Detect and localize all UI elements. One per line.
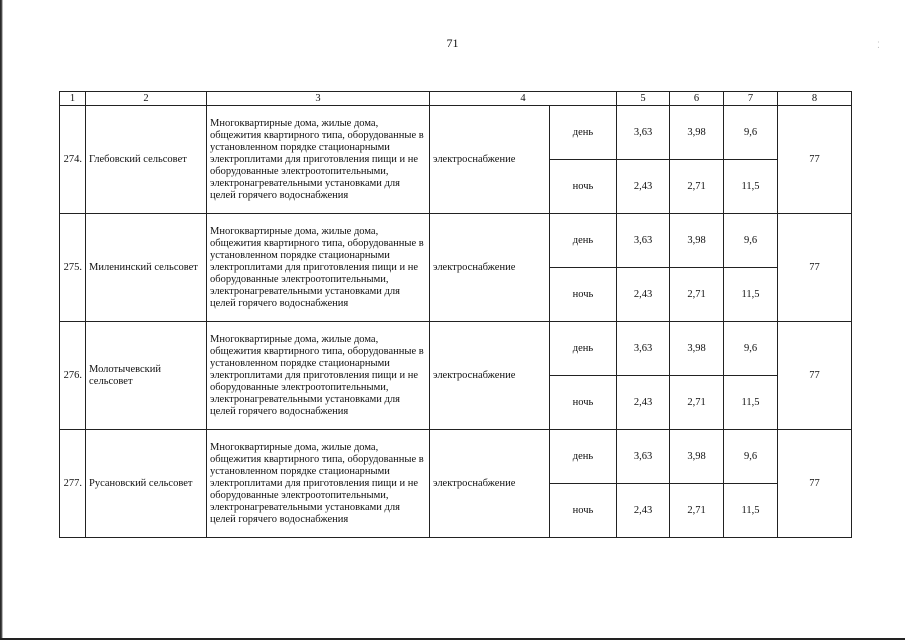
value-col7-day: 9,6	[724, 430, 778, 484]
value-col5-day: 3,63	[617, 430, 670, 484]
period-night: ночь	[550, 376, 617, 430]
value-col5-day: 3,63	[617, 106, 670, 160]
service-type: электроснабжение	[430, 322, 550, 430]
settlement-name: Глебовский сельсовет	[86, 106, 207, 214]
value-col8: 77	[778, 214, 852, 322]
header-cell-1: 1	[60, 92, 86, 106]
value-col5-night: 2,43	[617, 484, 670, 538]
value-col5-night: 2,43	[617, 160, 670, 214]
value-col7-night: 11,5	[724, 376, 778, 430]
value-col8: 77	[778, 106, 852, 214]
value-col8: 77	[778, 322, 852, 430]
value-col5-night: 2,43	[617, 376, 670, 430]
table-header-row	[60, 92, 852, 106]
housing-description: Многоквартирные дома, жилые дома, общежития квартирного типа, оборудованные в установленном порядке стационарными электроплитами для приготовления пищи и не оборудованные электроотопительными, электронагревательными установками для целей горячего водоснабжения	[207, 106, 430, 214]
scan-edge-left	[0, 0, 3, 640]
tariff-table	[59, 91, 852, 538]
service-type: электроснабжение	[430, 214, 550, 322]
row-number: 275.	[60, 214, 86, 322]
row-number: 277.	[60, 430, 86, 538]
value-col7-day: 9,6	[724, 322, 778, 376]
header-cell-8: 8	[778, 92, 852, 106]
value-col6-day: 3,98	[670, 322, 724, 376]
value-col6-day: 3,98	[670, 430, 724, 484]
value-col6-night: 2,71	[670, 484, 724, 538]
value-col6-day: 3,98	[670, 106, 724, 160]
value-col6-night: 2,71	[670, 268, 724, 322]
row-number: 276.	[60, 322, 86, 430]
period-day: день	[550, 106, 617, 160]
period-night: ночь	[550, 268, 617, 322]
period-night: ночь	[550, 160, 617, 214]
period-night: ночь	[550, 484, 617, 538]
housing-description: Многоквартирные дома, жилые дома, общежития квартирного типа, оборудованные в установленном порядке стационарными электроплитами для приготовления пищи и не оборудованные электроотопительными, электронагревательными установками для целей горячего водоснабжения	[207, 322, 430, 430]
value-col8: 77	[778, 430, 852, 538]
header-cell-7: 7	[724, 92, 778, 106]
housing-description: Многоквартирные дома, жилые дома, общежития квартирного типа, оборудованные в установленном порядке стационарными электроплитами для приготовления пищи и не оборудованные электроотопительными, электронагревательными установками для целей горячего водоснабжения	[207, 430, 430, 538]
row-number: 274.	[60, 106, 86, 214]
value-col7-night: 11,5	[724, 268, 778, 322]
settlement-name: Русановский сельсовет	[86, 430, 207, 538]
period-day: день	[550, 322, 617, 376]
settlement-name: Миленинский сельсовет	[86, 214, 207, 322]
header-cell-6: 6	[670, 92, 724, 106]
settlement-name: Молотычевский сельсовет	[86, 322, 207, 430]
value-col7-night: 11,5	[724, 484, 778, 538]
header-cell-3: 3	[207, 92, 430, 106]
period-day: день	[550, 214, 617, 268]
table-row-day	[60, 106, 852, 160]
table-row-day	[60, 214, 852, 268]
value-col6-night: 2,71	[670, 160, 724, 214]
service-type: электроснабжение	[430, 430, 550, 538]
table-row-day	[60, 322, 852, 376]
housing-description: Многоквартирные дома, жилые дома, общежития квартирного типа, оборудованные в установленном порядке стационарными электроплитами для приготовления пищи и не оборудованные электроотопительными, электронагревательными установками для целей горячего водоснабжения	[207, 214, 430, 322]
table-row-day	[60, 430, 852, 484]
header-cell-5: 5	[617, 92, 670, 106]
page-number: 71	[446, 36, 459, 50]
value-col6-day: 3,98	[670, 214, 724, 268]
service-type: электроснабжение	[430, 106, 550, 214]
value-col5-day: 3,63	[617, 214, 670, 268]
period-day: день	[550, 430, 617, 484]
value-col7-day: 9,6	[724, 106, 778, 160]
value-col5-day: 3,63	[617, 322, 670, 376]
header-cell-4: 4	[430, 92, 617, 106]
value-col6-night: 2,71	[670, 376, 724, 430]
scan-speck: ⁚	[877, 40, 880, 50]
value-col7-night: 11,5	[724, 160, 778, 214]
value-col7-day: 9,6	[724, 214, 778, 268]
header-cell-2: 2	[86, 92, 207, 106]
value-col5-night: 2,43	[617, 268, 670, 322]
